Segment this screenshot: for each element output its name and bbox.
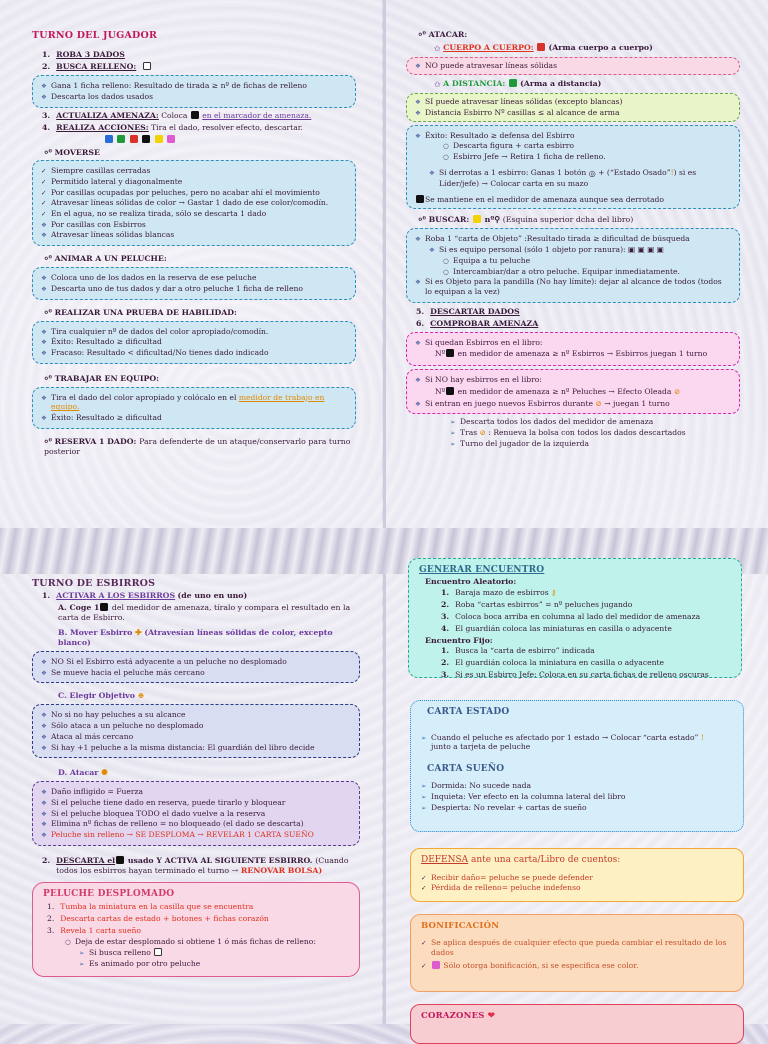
list-text: Revela 1 carta sueño — [60, 925, 142, 935]
list-item: ❖ Atravesar líneas sólidas blancas — [41, 230, 347, 240]
step-text: (Atravesían líneas sólidas de color, excepto blanco) — [58, 628, 333, 648]
step-number: 5. — [416, 306, 425, 316]
wave-icon: ⊘ — [673, 386, 681, 396]
collapsed-title: PELUCHE DESPLOMADO — [43, 888, 175, 899]
list-item: ○ Equipa a tu peluche — [443, 256, 731, 266]
list-item: ❖ Distancia Esbirro Nº casillas ≤ al alcance de arma — [415, 108, 731, 118]
section-text: Para defenderte de un ataque/conservarlo para turno posterior — [44, 436, 351, 456]
list-text: Roba “cartas esbirros” = nº peluches jugando — [455, 600, 633, 610]
list-item — [415, 399, 731, 409]
list-item: ✓ Pérdida de relleno= peluche indefenso — [421, 883, 733, 893]
list-text: : Renueva la bolsa con todos los dados descartados — [488, 427, 686, 437]
die-icon — [416, 195, 424, 203]
list-text: en medidor de amenaza ≥ nº Peluches → Efecto Oleada — [457, 386, 672, 396]
list-item: ✓ Por casillas ocupadas por peluches, pero no acabar ahí el movimiento — [41, 188, 347, 198]
random-label: Encuentro Aleatorio: — [425, 576, 517, 586]
list-text: en medidor de amenaza ≥ nº Esbirros → Esbirros juegan 1 turno — [457, 349, 708, 359]
list-item — [441, 658, 731, 668]
list-text: Si es equipo personal (sólo 1 objeto por ranura): — [439, 245, 626, 255]
list-item — [421, 961, 733, 971]
step-label: D. Atacar — [58, 768, 99, 778]
list-text: Baraja mazo de esbirros — [455, 588, 549, 598]
step-discard-die: DESCARTA el — [56, 855, 116, 865]
defense-label: DEFENSA — [421, 855, 469, 865]
list-item: ❖ Ataca al más cercano — [41, 732, 351, 742]
step-number: 2. — [441, 600, 450, 610]
list-item — [47, 926, 349, 936]
step-text: RENOVAR BOLSA) — [240, 865, 323, 875]
list-item: ❖ Si NO hay esbirros en el libro: — [415, 375, 731, 385]
step-b — [58, 628, 360, 648]
step-number: 1. — [47, 902, 55, 912]
step-number: 2. — [47, 914, 55, 924]
threat-minions-box — [406, 332, 740, 366]
section-label: ATACAR: — [428, 30, 468, 39]
magnifier-icon: ⚲ — [494, 215, 500, 225]
status-title: CARTA ESTADO — [427, 707, 510, 717]
red-die-icon — [130, 135, 138, 143]
exclamation-icon: ! — [670, 167, 674, 177]
section-reserve — [44, 437, 356, 457]
section-teamwork — [44, 374, 356, 384]
section-label: REALIZAR UNA PRUEBA DE HABILIDAD: — [54, 307, 237, 317]
defense-text: ante una carta/Libro de cuentos: — [471, 855, 621, 865]
attack-minion-box — [32, 781, 360, 846]
list-item — [415, 195, 731, 205]
list-item: ❖ Fracaso: Resultado < dificultad/No tienes dado indicado — [41, 348, 347, 358]
list-item — [421, 733, 733, 752]
list-text: El guardián coloca las miniaturas en casilla o adyacente — [455, 624, 672, 634]
section-label: TRABAJAR EN EQUIPO: — [54, 373, 159, 383]
defense-box — [410, 848, 744, 902]
list-item — [47, 914, 349, 924]
list-item: ❖ SI puede atravesar líneas sólidas (excepto blancas) — [415, 97, 731, 107]
wave-icon: ⊘ — [595, 398, 602, 408]
list-item: ❖ NO puede atravesar líneas sólidas — [415, 61, 731, 71]
teamwork-box — [32, 387, 356, 429]
dice-row — [104, 135, 356, 145]
section-label: RESERVA 1 DADO: — [54, 436, 137, 446]
bonus-title: BONIFICACIÓN — [421, 921, 500, 931]
list-item: ➢ Turno del jugador de la izquierda — [450, 439, 740, 449]
die-icon — [154, 948, 162, 956]
key-icon: ⚷ — [551, 588, 557, 598]
step-text: del medidor de amenaza, tíralo y compara el resultado en la carta de Esbirro. — [58, 603, 351, 623]
list-text: El guardián coloca la miniatura en casilla o adyacente — [455, 658, 665, 668]
blue-die-icon — [105, 135, 113, 143]
list-item: ○ Intercambiar/dar a otro peluche. Equipar inmediatamente. — [443, 267, 731, 277]
list-text: Descarta cartas de estado + botones + fichas corazón — [60, 914, 269, 924]
skill-box — [32, 321, 356, 364]
step-discard: DESCARTAR DADOS — [430, 306, 520, 316]
section-encourage — [44, 254, 356, 264]
list-item: ➢ Es animado por otro peluche — [79, 959, 349, 969]
section-attack — [418, 30, 740, 40]
black-die-icon — [142, 135, 150, 143]
list-item: ❖ Si es Objeto para la pandilla (No hay límite): dejar al alcance de todos (todos lo equipan a la vez) — [415, 277, 731, 296]
threat-empty-box — [406, 369, 740, 414]
step-update-threat: ACTUALIZA AMENAZA: — [56, 110, 159, 120]
bonus-box — [410, 914, 744, 992]
list-text: Si busca relleno — [89, 948, 151, 958]
list-item — [79, 948, 349, 958]
list-text: medidor de trabajo en equipo. — [51, 392, 325, 412]
red-die-icon — [537, 43, 545, 51]
list-item: ➢ Inquieta: Ver efecto en la columna lateral del libro — [421, 792, 733, 802]
list-item: ➢ Despierta: No revelar + cartas de sueño — [421, 803, 733, 813]
section-title: TURNO DE ESBIRROS — [32, 578, 156, 589]
list-item: ❖ Éxito: Resultado ≥ dificultad — [41, 413, 347, 423]
list-item: ❖ Éxito: Resultado ≥ dificultad — [41, 337, 347, 347]
list-item: ❖ No si no hay peluches a su alcance — [41, 710, 351, 720]
ranged-weapon: (Arma a distancia) — [520, 78, 602, 88]
list-text: Si entran en juego nuevos Esbirros durante — [425, 398, 593, 408]
list-item: ✓ Siempre casillas cerradas — [41, 166, 347, 176]
step-text: usado Y ACTIVA AL SIGUIENTE ESBIRRO. — [127, 855, 313, 865]
ranged-row — [434, 79, 740, 90]
search-box — [406, 228, 740, 302]
encounter-title: GENERAR ENCUENTRO — [419, 565, 545, 575]
list-item — [441, 646, 731, 656]
section-label: MOVERSE — [54, 148, 100, 158]
list-item: ❖ Descarta uno de tus dados y dar a otro peluche 1 ficha de relleno — [41, 284, 347, 294]
die-icon — [100, 603, 108, 611]
step-a — [58, 603, 360, 623]
step-number: 4. — [441, 624, 450, 634]
list-item — [435, 349, 731, 359]
list-text — [455, 588, 556, 598]
move-box — [32, 160, 356, 246]
list-item: ❖ Elimina nº fichas de relleno = no bloqueado (el dado se descarta) — [41, 819, 351, 829]
stuffing-box — [32, 75, 356, 107]
list-item — [441, 588, 731, 598]
yellow-die-icon — [155, 135, 163, 143]
list-item: ➢ Descarta todos los dados del medidor de amenaza — [450, 417, 740, 427]
step-number: 3. — [441, 612, 450, 622]
list-text: Tras — [460, 427, 478, 437]
list-item — [450, 428, 740, 438]
step-number: 6. — [416, 318, 425, 328]
hearts-label: CORAZONES — [421, 1011, 485, 1021]
step-number: 2. — [441, 658, 450, 668]
reference-panel — [386, 565, 768, 1024]
list-item: ❖ Gana 1 ficha relleno: Resultado de tirada ≥ nº de fichas de relleno — [41, 81, 347, 91]
list-item: ❖ Éxito: Resultado ≥ defensa del Esbirro — [415, 131, 731, 141]
list-text: + (“Estado Osado” — [598, 167, 671, 177]
list-text: ) si es Líder/jefe) → Colocar carta en su mazo — [439, 167, 697, 188]
list-text: Busca la “carta de esbirro” indicada — [455, 646, 595, 656]
list-item — [429, 245, 731, 255]
list-item: ✓ Recibir daño= peluche se puede defender — [421, 873, 733, 883]
pink-die-icon — [167, 135, 175, 143]
step-number: 1. — [42, 591, 51, 601]
step-number: 4. — [42, 122, 51, 132]
list-text: → juegan 1 turno — [604, 398, 670, 408]
list-item: ✓ Se aplica después de cualquier efecto que pueda cambiar el resultado de los dados — [421, 938, 733, 957]
attack-result-box — [406, 125, 740, 210]
step-number: 1. — [441, 646, 450, 656]
footprint-icon: ⸰⁰ — [418, 215, 426, 225]
hearts-title — [421, 1011, 733, 1022]
list-item: ❖ Peluche sin relleno → SE DESPLOMA → REVELAR 1 CARTA SUEÑO — [41, 830, 351, 840]
list-text: junto a tarjeta de peluche — [431, 742, 531, 752]
list-text: Sólo otorga bonificación, si se especifica ese color. — [443, 961, 639, 971]
heart-icon: ❤ — [487, 1011, 496, 1021]
list-item: ❖ Coloca uno de los dados en la reserva de ese peluche — [41, 273, 347, 283]
melee-row — [434, 43, 740, 54]
list-item: ✓ En el agua, no se realiza tirada, sólo se descarta 1 dado — [41, 209, 347, 219]
step-number: 2. — [42, 855, 51, 865]
step-check-threat: COMPROBAR AMENAZA — [430, 318, 539, 328]
step-number: 1. — [441, 588, 450, 598]
step-label: A. Coge 1 — [58, 603, 100, 613]
encourage-box — [32, 267, 356, 299]
melee-box — [406, 57, 740, 75]
collapsed-plush-box — [32, 882, 360, 977]
burst-icon: ✺ — [101, 768, 108, 778]
step-number: 1. — [42, 50, 51, 60]
step-number: 3. — [47, 925, 55, 935]
ranged-label: A DISTANCIA: — [443, 78, 506, 88]
step-actions: REALIZA ACCIONES: — [56, 122, 149, 132]
list-item: ❖ Se mueve hacia el peluche más cercano — [41, 668, 351, 678]
list-text: Nº — [435, 349, 446, 359]
section-skill-test — [44, 308, 356, 318]
list-item: ❖ Si quedan Esbirros en el libro: — [415, 338, 731, 348]
list-item: ❖ Daño infligido = Fuerza — [41, 787, 351, 797]
list-item — [429, 168, 731, 189]
page-title: TURNO DEL JUGADOR — [32, 30, 158, 41]
move-arrows-icon: ✚ — [135, 628, 142, 638]
step-text: en el marcador de amenaza. — [202, 110, 312, 120]
list-item — [47, 902, 349, 912]
die-icon — [446, 349, 454, 357]
hearts-box — [410, 1004, 744, 1044]
fixed-label: Encuentro Fijo: — [425, 636, 493, 646]
die-icon — [191, 111, 199, 119]
pink-die-icon — [432, 961, 440, 969]
green-die-icon — [509, 79, 517, 87]
list-item: ➢ Dormida: No sucede nada — [421, 781, 733, 791]
die-icon — [143, 62, 151, 70]
step-activate: ACTIVAR A LOS ESBIRROS — [56, 591, 176, 601]
section-label: ANIMAR A UN PELUCHE: — [54, 254, 167, 264]
list-text: Nº — [435, 386, 446, 396]
footprint-icon: ⸰⁰ — [44, 307, 52, 317]
list-item — [435, 387, 731, 397]
list-item: ○ Descarta figura + carta esbirro — [443, 141, 731, 151]
list-item: ❖ Sólo ataca a un peluche no desplomado — [41, 721, 351, 731]
star-icon: ✩ — [434, 43, 441, 53]
step-text: Tira el dado, resolver efecto, descartar. — [151, 122, 303, 132]
target-box — [32, 704, 360, 758]
button-icon: ◎ — [588, 168, 596, 178]
footprint-icon: ⸰⁰ — [44, 254, 52, 264]
list-text: Si es un Esbirro Jefe: Coloca en su carta fichas de relleno oscuras — [455, 670, 709, 680]
attack-panel — [386, 0, 768, 528]
step-number: 3. — [42, 110, 51, 120]
section-move — [44, 148, 356, 158]
list-item: ○ Deja de estar desplomado si obtiene 1 ó más fichas de relleno: — [65, 937, 349, 947]
list-item: ❖ Tira cualquier nº de dados del color apropiado/comodín. — [41, 327, 347, 337]
wave-icon: ⊘ — [479, 427, 486, 437]
die-icon — [446, 387, 454, 395]
step-text: (Cuando todos los esbirros hayan terminado el turno → — [56, 855, 349, 875]
step-text: Coloca — [161, 110, 188, 120]
slot-icons: ▣ ▣ ▣ ▣ — [628, 245, 664, 255]
list-text: Tira el dado del color apropiado y colócalo en el — [51, 392, 237, 402]
player-turn-panel — [0, 0, 382, 528]
list-item — [441, 670, 731, 680]
step-c — [58, 691, 360, 701]
green-die-icon — [117, 135, 125, 143]
list-item: ❖ NO Si el Esbirro está adyacente a un peluche no desplomado — [41, 657, 351, 667]
encounter-box — [408, 558, 742, 678]
target-icon: ⊕ — [137, 691, 145, 701]
section-label: BUSCAR: — [428, 215, 470, 225]
yellow-die-icon — [473, 215, 481, 223]
section-search: ⸰⁰ BUSCAR: nº⚲ (Esquina superior dcha del libro) — [418, 215, 634, 225]
melee-weapon: (Arma cuerpo a cuerpo) — [548, 42, 653, 52]
step-number: 3. — [441, 670, 450, 680]
footprint-icon: ⸰⁰ — [44, 436, 52, 446]
footprint-icon: ⸰⁰ — [44, 148, 52, 158]
list-text: Cuando el peluche es afectado por 1 estado → Colocar “carta estado” — [431, 732, 699, 742]
list-item — [441, 612, 731, 622]
list-item: ✓ Permitido lateral y diagonalmente — [41, 177, 347, 187]
list-item — [41, 393, 347, 412]
footprint-icon: ⸰⁰ — [418, 30, 426, 39]
list-text: Coloca boca arriba en columna al lado del medidor de amenaza — [455, 612, 701, 622]
dream-title: CARTA SUEÑO — [427, 763, 505, 774]
ranged-box — [406, 93, 740, 121]
step-label: B. Mover Esbirro — [58, 628, 133, 638]
move-minion-box — [32, 651, 360, 683]
step-search-stuffing: BUSCA RELLENO: — [56, 62, 137, 72]
list-item — [441, 624, 731, 634]
footprint-icon: ⸰⁰ — [44, 373, 52, 383]
star-icon: ✩ — [434, 79, 441, 89]
list-item: ❖ Descarta los dados usados — [41, 92, 347, 102]
list-item: ✓ Atravesar líneas sólidas de color → Gastar 1 dado de ese color/comodín. — [41, 198, 347, 208]
melee-label: CUERPO A CUERPO: — [443, 42, 534, 52]
list-item: ❖ Por casillas con Esbirros — [41, 220, 347, 230]
list-text: Si derrotas a 1 esbirro: Ganas 1 botón — [439, 167, 587, 177]
step-number: 2. — [42, 62, 51, 72]
step-d — [58, 768, 360, 778]
step-label: C. Elegir Objetivo — [58, 691, 135, 701]
minion-turn-panel — [0, 574, 382, 1024]
step-roll-dice: ROBA 3 DADOS — [56, 50, 125, 60]
list-item: ❖ Roba 1 “carta de Objeto” :Resultado tirada ≥ dificultad de búsqueda — [415, 234, 731, 244]
list-item: ❖ Si el peluche tiene dado en reserva, puede tirarlo y bloquear — [41, 798, 351, 808]
list-text: Tumba la miniatura en la casilla que se encuentra — [60, 902, 254, 912]
exclamation-icon: ! — [700, 732, 704, 742]
list-text: Se mantiene en el medidor de amenaza aunque sea derrotado — [425, 194, 664, 204]
list-item: ❖ Si hay +1 peluche a la misma distancia: El guardián del libro decide — [41, 743, 351, 753]
status-card-box — [410, 700, 744, 832]
step-text: (de uno en uno) — [177, 591, 248, 601]
list-item: ❖ Si el peluche bloquea TODO el dado vuelve a la reserva — [41, 809, 351, 819]
die-icon — [116, 856, 124, 864]
list-item: ○ Esbirro Jefe → Retira 1 ficha de relleno. — [443, 152, 731, 162]
list-item — [441, 600, 731, 610]
section-text: (Esquina superior dcha del libro) — [502, 215, 634, 225]
defense-title — [421, 855, 733, 867]
